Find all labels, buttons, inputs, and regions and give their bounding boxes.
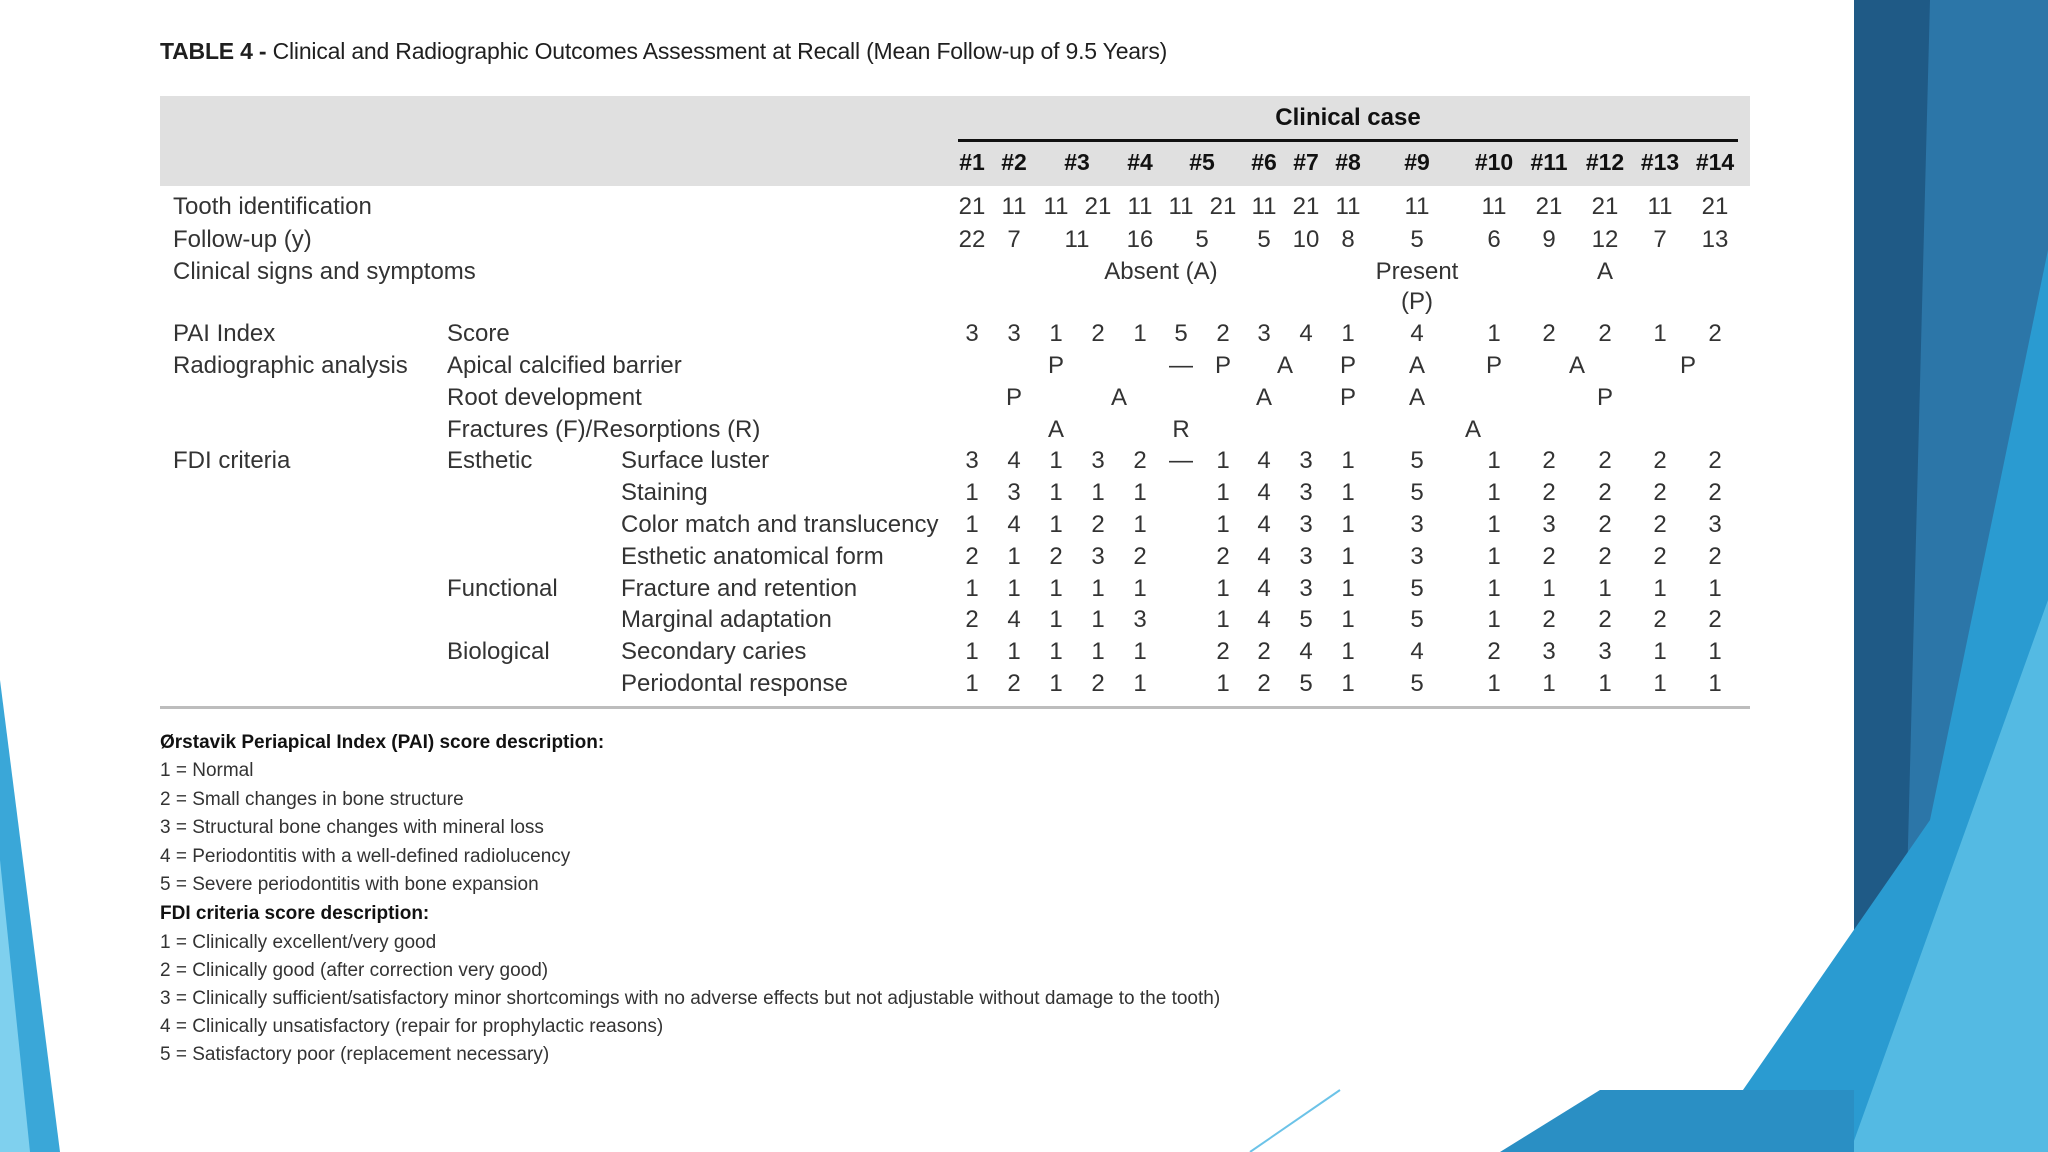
table-cell: 1 <box>1341 447 1355 474</box>
table-cell: 4 <box>1257 543 1271 570</box>
table-cell: 1 <box>1542 670 1556 697</box>
table-cell: 3 <box>965 447 979 474</box>
case-header-14: #14 <box>1695 149 1735 175</box>
table-cell: 1 <box>1341 606 1355 633</box>
table-cell: 11 <box>1001 193 1027 220</box>
table-cell: — <box>1169 352 1193 379</box>
table-cell: P <box>1047 352 1064 379</box>
table-cell: 21 <box>958 193 986 220</box>
table-cell: 3 <box>1299 575 1313 602</box>
row-label: Apical calcified barrier <box>447 352 682 379</box>
table-cell: 3 <box>1091 543 1105 570</box>
table-cell: 5 <box>1410 670 1424 697</box>
table-cell: 2 <box>1598 543 1612 570</box>
table-cell: 5 <box>1410 226 1424 253</box>
fdi-legend-item: 5 = Satisfactory poor (replacement necessary) <box>160 1044 550 1065</box>
table-cell: 3 <box>1542 511 1556 538</box>
table-cell: 2 <box>1708 606 1722 633</box>
table-cell: 1 <box>1598 575 1612 602</box>
table-cell: 4 <box>1257 479 1271 506</box>
pai-legend-item: 3 = Structural bone changes with mineral loss <box>160 817 544 838</box>
table-cell: 1 <box>1487 575 1501 602</box>
table-cell: 6 <box>1487 226 1501 253</box>
table-cell: 1 <box>1049 320 1063 347</box>
table-cell: 1 <box>1216 447 1230 474</box>
table-cell: P <box>1339 352 1356 379</box>
table-cell: 1 <box>1487 447 1501 474</box>
table-cell: P <box>1214 352 1231 379</box>
table-cell: 3 <box>1007 320 1021 347</box>
table-cell: Present <box>1375 258 1459 285</box>
table-cell: 1 <box>1091 638 1105 665</box>
table-cell: A <box>1408 384 1425 411</box>
row-label: Score <box>447 320 510 347</box>
table-cell: 1 <box>1049 575 1063 602</box>
table-cell: 5 <box>1410 575 1424 602</box>
table-cell: 3 <box>1299 479 1313 506</box>
table-cell: 2 <box>1653 606 1667 633</box>
row-label: Color match and translucency <box>621 511 939 538</box>
table-cell: 2 <box>1653 479 1667 506</box>
table-cell: 1 <box>1216 606 1230 633</box>
table-cell: 2 <box>1542 447 1556 474</box>
table-cell: 3 <box>1598 638 1612 665</box>
table-cell: 1 <box>1049 606 1063 633</box>
table-cell: 4 <box>1410 638 1424 665</box>
case-header-9: #9 <box>1404 149 1430 175</box>
row-label: Tooth identification <box>173 193 372 220</box>
pai-legend-item: 1 = Normal <box>160 760 254 781</box>
table-cell: 4 <box>1257 511 1271 538</box>
table-cell: 1 <box>1341 638 1355 665</box>
table-cell: Absent (A) <box>1104 258 1218 285</box>
table-cell: 1 <box>1091 575 1105 602</box>
table-cell: 1 <box>1133 575 1147 602</box>
table-cell: A <box>1596 258 1613 285</box>
table-cell: (P) <box>1401 288 1433 315</box>
table-cell: 1 <box>1216 479 1230 506</box>
table-cell: 1 <box>1133 479 1147 506</box>
table-cell: 4 <box>1007 447 1021 474</box>
table-cell: 3 <box>1133 606 1147 633</box>
table-cell: 5 <box>1299 670 1313 697</box>
table-cell: 13 <box>1701 226 1729 253</box>
table-cell: 1 <box>1216 670 1230 697</box>
table-cell: 4 <box>1007 606 1021 633</box>
row-label: Esthetic <box>447 447 533 474</box>
table-cell: 9 <box>1542 226 1556 253</box>
row-label: Staining <box>621 479 708 506</box>
row-label: Fractures (F)/Resorptions (R) <box>447 416 761 443</box>
table-cell: 1 <box>1049 479 1063 506</box>
table-cell: 2 <box>965 606 979 633</box>
row-label: Secondary caries <box>621 638 807 665</box>
table-cell: 1 <box>1487 511 1501 538</box>
table-cell: P <box>1005 384 1022 411</box>
table-cell: P <box>1596 384 1613 411</box>
table-cell: 2 <box>1708 320 1722 347</box>
row-label: Radiographic analysis <box>173 352 408 379</box>
table-cell: A <box>1408 352 1425 379</box>
table-cell: 3 <box>965 320 979 347</box>
table-cell: 8 <box>1341 226 1355 253</box>
table-cell: 1 <box>1091 606 1105 633</box>
table-cell: 1 <box>1653 670 1667 697</box>
table-cell: 3 <box>1708 511 1722 538</box>
table-cell: 2 <box>1708 479 1722 506</box>
table-cell: P <box>1485 352 1502 379</box>
table-cell: 1 <box>1487 543 1501 570</box>
row-label: FDI criteria <box>173 447 291 474</box>
table-cell: 11 <box>1481 193 1507 220</box>
table-cell: 1 <box>1091 479 1105 506</box>
case-header-11: #11 <box>1530 149 1568 175</box>
case-header-5: #5 <box>1189 149 1215 175</box>
table-cell: 3 <box>1299 511 1313 538</box>
table-cell: 1 <box>1341 511 1355 538</box>
row-label: Biological <box>447 638 550 665</box>
table-cell: 21 <box>1535 193 1563 220</box>
table-cell: 1 <box>1007 543 1021 570</box>
table-cell: 3 <box>1410 543 1424 570</box>
table-cell: 2 <box>1216 638 1230 665</box>
table-cell: 1 <box>1708 670 1722 697</box>
table-cell: 21 <box>1591 193 1619 220</box>
table-cell: 1 <box>1049 511 1063 538</box>
case-header-4: #4 <box>1127 149 1153 175</box>
table-cell: 1 <box>1653 575 1667 602</box>
table-cell: 5 <box>1174 320 1188 347</box>
row-label: Periodontal response <box>621 670 848 697</box>
table-cell: 1 <box>1653 320 1667 347</box>
table-cell: 1 <box>965 575 979 602</box>
table-cell: 2 <box>1216 320 1230 347</box>
table-cell: 1 <box>1341 320 1355 347</box>
table-cell: 21 <box>1084 193 1112 220</box>
table-caption <box>160 38 1167 65</box>
table-cell: 5 <box>1257 226 1271 253</box>
table-cell: 2 <box>1542 320 1556 347</box>
table-cell: A <box>1047 416 1064 443</box>
table-cell: 1 <box>1216 511 1230 538</box>
table-cell: 2 <box>1133 543 1147 570</box>
table-cell: 2 <box>1257 670 1271 697</box>
table-cell: 1 <box>965 479 979 506</box>
table-cell: 2 <box>1598 447 1612 474</box>
table-cell: 3 <box>1299 447 1313 474</box>
table-cell: 1 <box>1133 511 1147 538</box>
row-label: Follow-up (y) <box>173 226 312 253</box>
case-header-7: #7 <box>1293 149 1319 175</box>
table-cell: 21 <box>1209 193 1237 220</box>
table-cell: 1 <box>1341 479 1355 506</box>
case-header-12: #12 <box>1585 149 1625 175</box>
table-cell: 3 <box>1091 447 1105 474</box>
table-cell: 1 <box>1487 606 1501 633</box>
table-cell: 1 <box>1598 670 1612 697</box>
table-cell: A <box>1110 384 1127 411</box>
table-cell: 2 <box>1091 511 1105 538</box>
table-cell: A <box>1464 416 1481 443</box>
table-cell: 1 <box>965 511 979 538</box>
table-cell: 1 <box>1487 670 1501 697</box>
clinical-case-header: Clinical case <box>1275 104 1421 131</box>
row-label: Functional <box>447 575 558 602</box>
table-cell: 2 <box>1257 638 1271 665</box>
table-cell: 1 <box>1341 575 1355 602</box>
case-header-3: #3 <box>1064 149 1090 175</box>
table-cell: P <box>1339 384 1356 411</box>
case-header-10: #10 <box>1474 149 1514 175</box>
row-label: Marginal adaptation <box>621 606 832 633</box>
table-cell: 2 <box>1598 479 1612 506</box>
table-cell: 1 <box>1133 320 1147 347</box>
table-cell: 1 <box>1049 447 1063 474</box>
table-cell: 7 <box>1007 226 1021 253</box>
table-cell: 1 <box>1007 638 1021 665</box>
table-cell: 21 <box>1292 193 1320 220</box>
table-cell: 1 <box>965 638 979 665</box>
pai-legend-item: 5 = Severe periodontitis with bone expansion <box>160 874 539 895</box>
pai-legend-item: 2 = Small changes in bone structure <box>160 788 464 810</box>
table-cell: 21 <box>1701 193 1729 220</box>
table-bottom-rule <box>160 706 1750 709</box>
row-label: Root development <box>447 384 642 411</box>
case-header-1: #1 <box>959 149 985 175</box>
table-cell: 4 <box>1299 320 1313 347</box>
table-cell: 11 <box>1335 193 1361 220</box>
table-cell: 3 <box>1007 479 1021 506</box>
table-cell: 3 <box>1542 638 1556 665</box>
table-cell: 3 <box>1299 543 1313 570</box>
table-cell: 1 <box>1007 575 1021 602</box>
table-caption-text: Clinical and Radiographic Outcomes Assessment at Recall (Mean Follow-up of 9.5 Years) <box>272 38 1168 64</box>
table-cell: 22 <box>958 226 986 253</box>
table-cell: 5 <box>1410 479 1424 506</box>
row-label: Esthetic anatomical form <box>621 543 884 570</box>
table-cell: 4 <box>1299 638 1313 665</box>
table-cell: 4 <box>1410 320 1424 347</box>
table-cell: R <box>1172 416 1190 443</box>
table-cell: 2 <box>1542 479 1556 506</box>
table-cell: 2 <box>1091 670 1105 697</box>
table-cell: 2 <box>1598 320 1612 347</box>
table-cell: 2 <box>1598 511 1612 538</box>
table-cell: 2 <box>1542 606 1556 633</box>
table-cell: 1 <box>1133 670 1147 697</box>
clinical-case-rule <box>958 139 1738 142</box>
table-cell: 5 <box>1195 226 1209 253</box>
table-cell: 1 <box>1341 670 1355 697</box>
table-cell: 11 <box>1043 193 1069 220</box>
table-cell: — <box>1169 447 1193 474</box>
table-cell: 2 <box>1653 511 1667 538</box>
case-header-8: #8 <box>1335 149 1361 175</box>
row-label: Surface luster <box>621 447 770 474</box>
table-cell: 1 <box>1653 638 1667 665</box>
table-cell: 2 <box>1216 543 1230 570</box>
table-cell: 11 <box>1404 193 1430 220</box>
table-cell: 2 <box>1487 638 1501 665</box>
table-cell: 2 <box>1653 447 1667 474</box>
fdi-legend-title: FDI criteria score description: <box>160 903 430 924</box>
table-cell: 4 <box>1257 447 1271 474</box>
table-cell: A <box>1255 384 1272 411</box>
table-cell: 4 <box>1257 575 1271 602</box>
table-cell: 5 <box>1410 606 1424 633</box>
table-cell: 11 <box>1647 193 1673 220</box>
table-cell: 2 <box>1708 543 1722 570</box>
table-cell: 5 <box>1410 447 1424 474</box>
table-cell: 11 <box>1251 193 1277 220</box>
table-cell: 4 <box>1007 511 1021 538</box>
case-header-6: #6 <box>1251 149 1277 175</box>
table-cell: 2 <box>1542 543 1556 570</box>
row-label: Clinical signs and symptoms <box>173 258 476 285</box>
table-cell: 11 <box>1168 193 1194 220</box>
table-cell: 1 <box>1341 543 1355 570</box>
table-cell: 1 <box>1708 638 1722 665</box>
table-cell: 1 <box>1049 670 1063 697</box>
table-cell: 4 <box>1257 606 1271 633</box>
table-cell: 2 <box>965 543 979 570</box>
table-cell: 2 <box>1598 606 1612 633</box>
case-header-13: #13 <box>1640 149 1680 175</box>
table-cell: 2 <box>1653 543 1667 570</box>
table-cell: P <box>1679 352 1696 379</box>
table-cell: 2 <box>1133 447 1147 474</box>
fdi-legend-item: 3 = Clinically sufficient/satisfactory minor shortcomings with no adverse effects but not adjustable without damage to the tooth) <box>160 988 1221 1009</box>
table-cell: 11 <box>1127 193 1153 220</box>
table-cell: 3 <box>1410 511 1424 538</box>
table-cell: 10 <box>1292 226 1320 253</box>
table-cell: 7 <box>1653 226 1667 253</box>
table-cell: 5 <box>1299 606 1313 633</box>
table-cell: 2 <box>1007 670 1021 697</box>
table-cell: 1 <box>1487 479 1501 506</box>
case-header-2: #2 <box>1001 149 1027 175</box>
table-cell: 1 <box>1133 638 1147 665</box>
table-cell: A <box>1276 352 1293 379</box>
row-label: PAI Index <box>173 320 276 347</box>
table-cell: 1 <box>1708 575 1722 602</box>
table-cell: 1 <box>1216 575 1230 602</box>
table-cell: A <box>1568 352 1585 379</box>
table-cell: 3 <box>1257 320 1271 347</box>
table-cell: 16 <box>1126 226 1154 253</box>
table-cell: 11 <box>1064 226 1090 253</box>
fdi-legend-item: 4 = Clinically unsatisfactory (repair for prophylactic reasons) <box>160 1016 664 1037</box>
table-cell: 12 <box>1591 226 1619 253</box>
table-cell: 1 <box>1049 638 1063 665</box>
table-cell: 1 <box>1542 575 1556 602</box>
pai-legend-title: Ørstavik Periapical Index (PAI) score description: <box>160 732 605 753</box>
fdi-legend-item: 1 = Clinically excellent/very good <box>160 932 437 953</box>
table-cell: 2 <box>1091 320 1105 347</box>
table-cell: 1 <box>965 670 979 697</box>
pai-legend-item: 4 = Periodontitis with a well-defined radiolucency <box>160 845 571 867</box>
row-label: Fracture and retention <box>621 575 858 602</box>
table-caption-label: TABLE 4 - <box>160 38 267 64</box>
table-cell: 2 <box>1708 447 1722 474</box>
table-cell: 2 <box>1049 543 1063 570</box>
fdi-legend-item: 2 = Clinically good (after correction very good) <box>160 960 549 981</box>
table-cell: 1 <box>1487 320 1501 347</box>
